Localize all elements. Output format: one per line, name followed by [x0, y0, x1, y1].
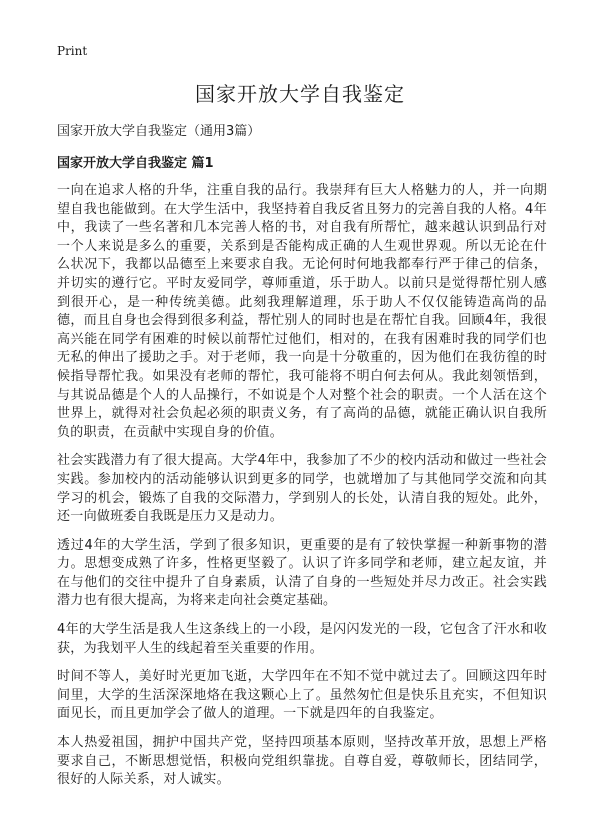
body-paragraph: 透过4年的大学生活，学到了很多知识，更重要的是有了较快掌握一种新事物的潜力。思想变成熟了许多，性格更坚毅了。认识了许多同学和老师，建立起友谊，并在与他们的交往中提升了自身素质，认清了自身的一些短处并尽力改正。社会实践潜力也有很大提高，为将来走向社会奠定基础。 [57, 537, 547, 609]
body-paragraph: 一向在追求人格的升华，注重自我的品行。我崇拜有巨大人格魅力的人，并一向期望自我也能做到。在大学生活中，我坚持着自我反省且努力的完善自我的人格。4年中，我读了一些名著和几本完善人格的书，对自我有所帮忙，越来越认识到品行对一个人来说是多么的重要，关系到是否能构成正确的人生观世界观。所以无论在什么状况下，我都以品德至上来要求自我。无论何时何地我都奉行严于律己的信条，并切实的遵行它。平时友爱同学，尊师重道，乐于助人。以前只是觉得帮忙别人感到很开心，是一种传统美德。此刻我理解道理，乐于助人不仅仅能铸造高尚的品德，而且自身也会得到很多利益，帮忙别人的同时也是在帮忙自我。回顾4年，我很高兴能在同学有困难的时候以前帮忙过他们，相对的，在我有困难时我的同学们也无私的伸出了援助之手。对于老师，我一向是十分敬重的，因为他们在我彷徨的时候指导帮忙我。如果没有老师的帮忙，我可能将不明白何去何从。我此刻领悟到，与其说品德是个人的人品操行，不如说是个人对整个社会的职责。一个人活在这个世界上，就得对社会负起必须的职责义务，有了高尚的品德，就能正确认识自我所负的职责，在贡献中实现自身的价值。 [57, 183, 547, 440]
body-paragraph: 4年的大学生活是我人生这条线上的一小段，是闪闪发光的一段，它包含了汗水和收获，为我划平人生的线起着至关重要的作用。 [57, 622, 547, 656]
body-paragraph: 时间不等人，美好时光更加飞逝，大学四年在不知不觉中就过去了。回顾这四年时间里，大学的生活深深地烙在我这颗心上了。虽然匆忙但是快乐且充实，不但知识面见长，而且更加学会了做人的道理。一下就是四年的自我鉴定。 [57, 669, 547, 722]
document-title: 国家开放大学自我鉴定 [195, 82, 405, 106]
document-body [57, 182, 547, 800]
print-link[interactable]: Print [57, 44, 88, 58]
body-paragraph: 社会实践潜力有了很大提高。大学4年中，我参加了不少的校内活动和做过一些社会实践。参加校内的活动能够认识到更多的同学，也就增加了与其他同学交流和向其学习的机会，锻炼了自我的交际潜力，学到别人的长处，认清自我的短处。此外，还一向做班委自我既是压力又是动力。 [57, 453, 547, 525]
document-subtitle: 国家开放大学自我鉴定（通用3篇） [57, 124, 261, 139]
section-heading: 国家开放大学自我鉴定 篇1 [57, 156, 214, 171]
body-paragraph: 本人热爱祖国，拥护中国共产党，坚持四项基本原则，坚持改革开放，思想上严格要求自己，不断思想觉悟，积极向党组织靠拢。自尊自爱，尊敬师长，团结同学，很好的人际关系，对人诚实。 [57, 735, 547, 788]
